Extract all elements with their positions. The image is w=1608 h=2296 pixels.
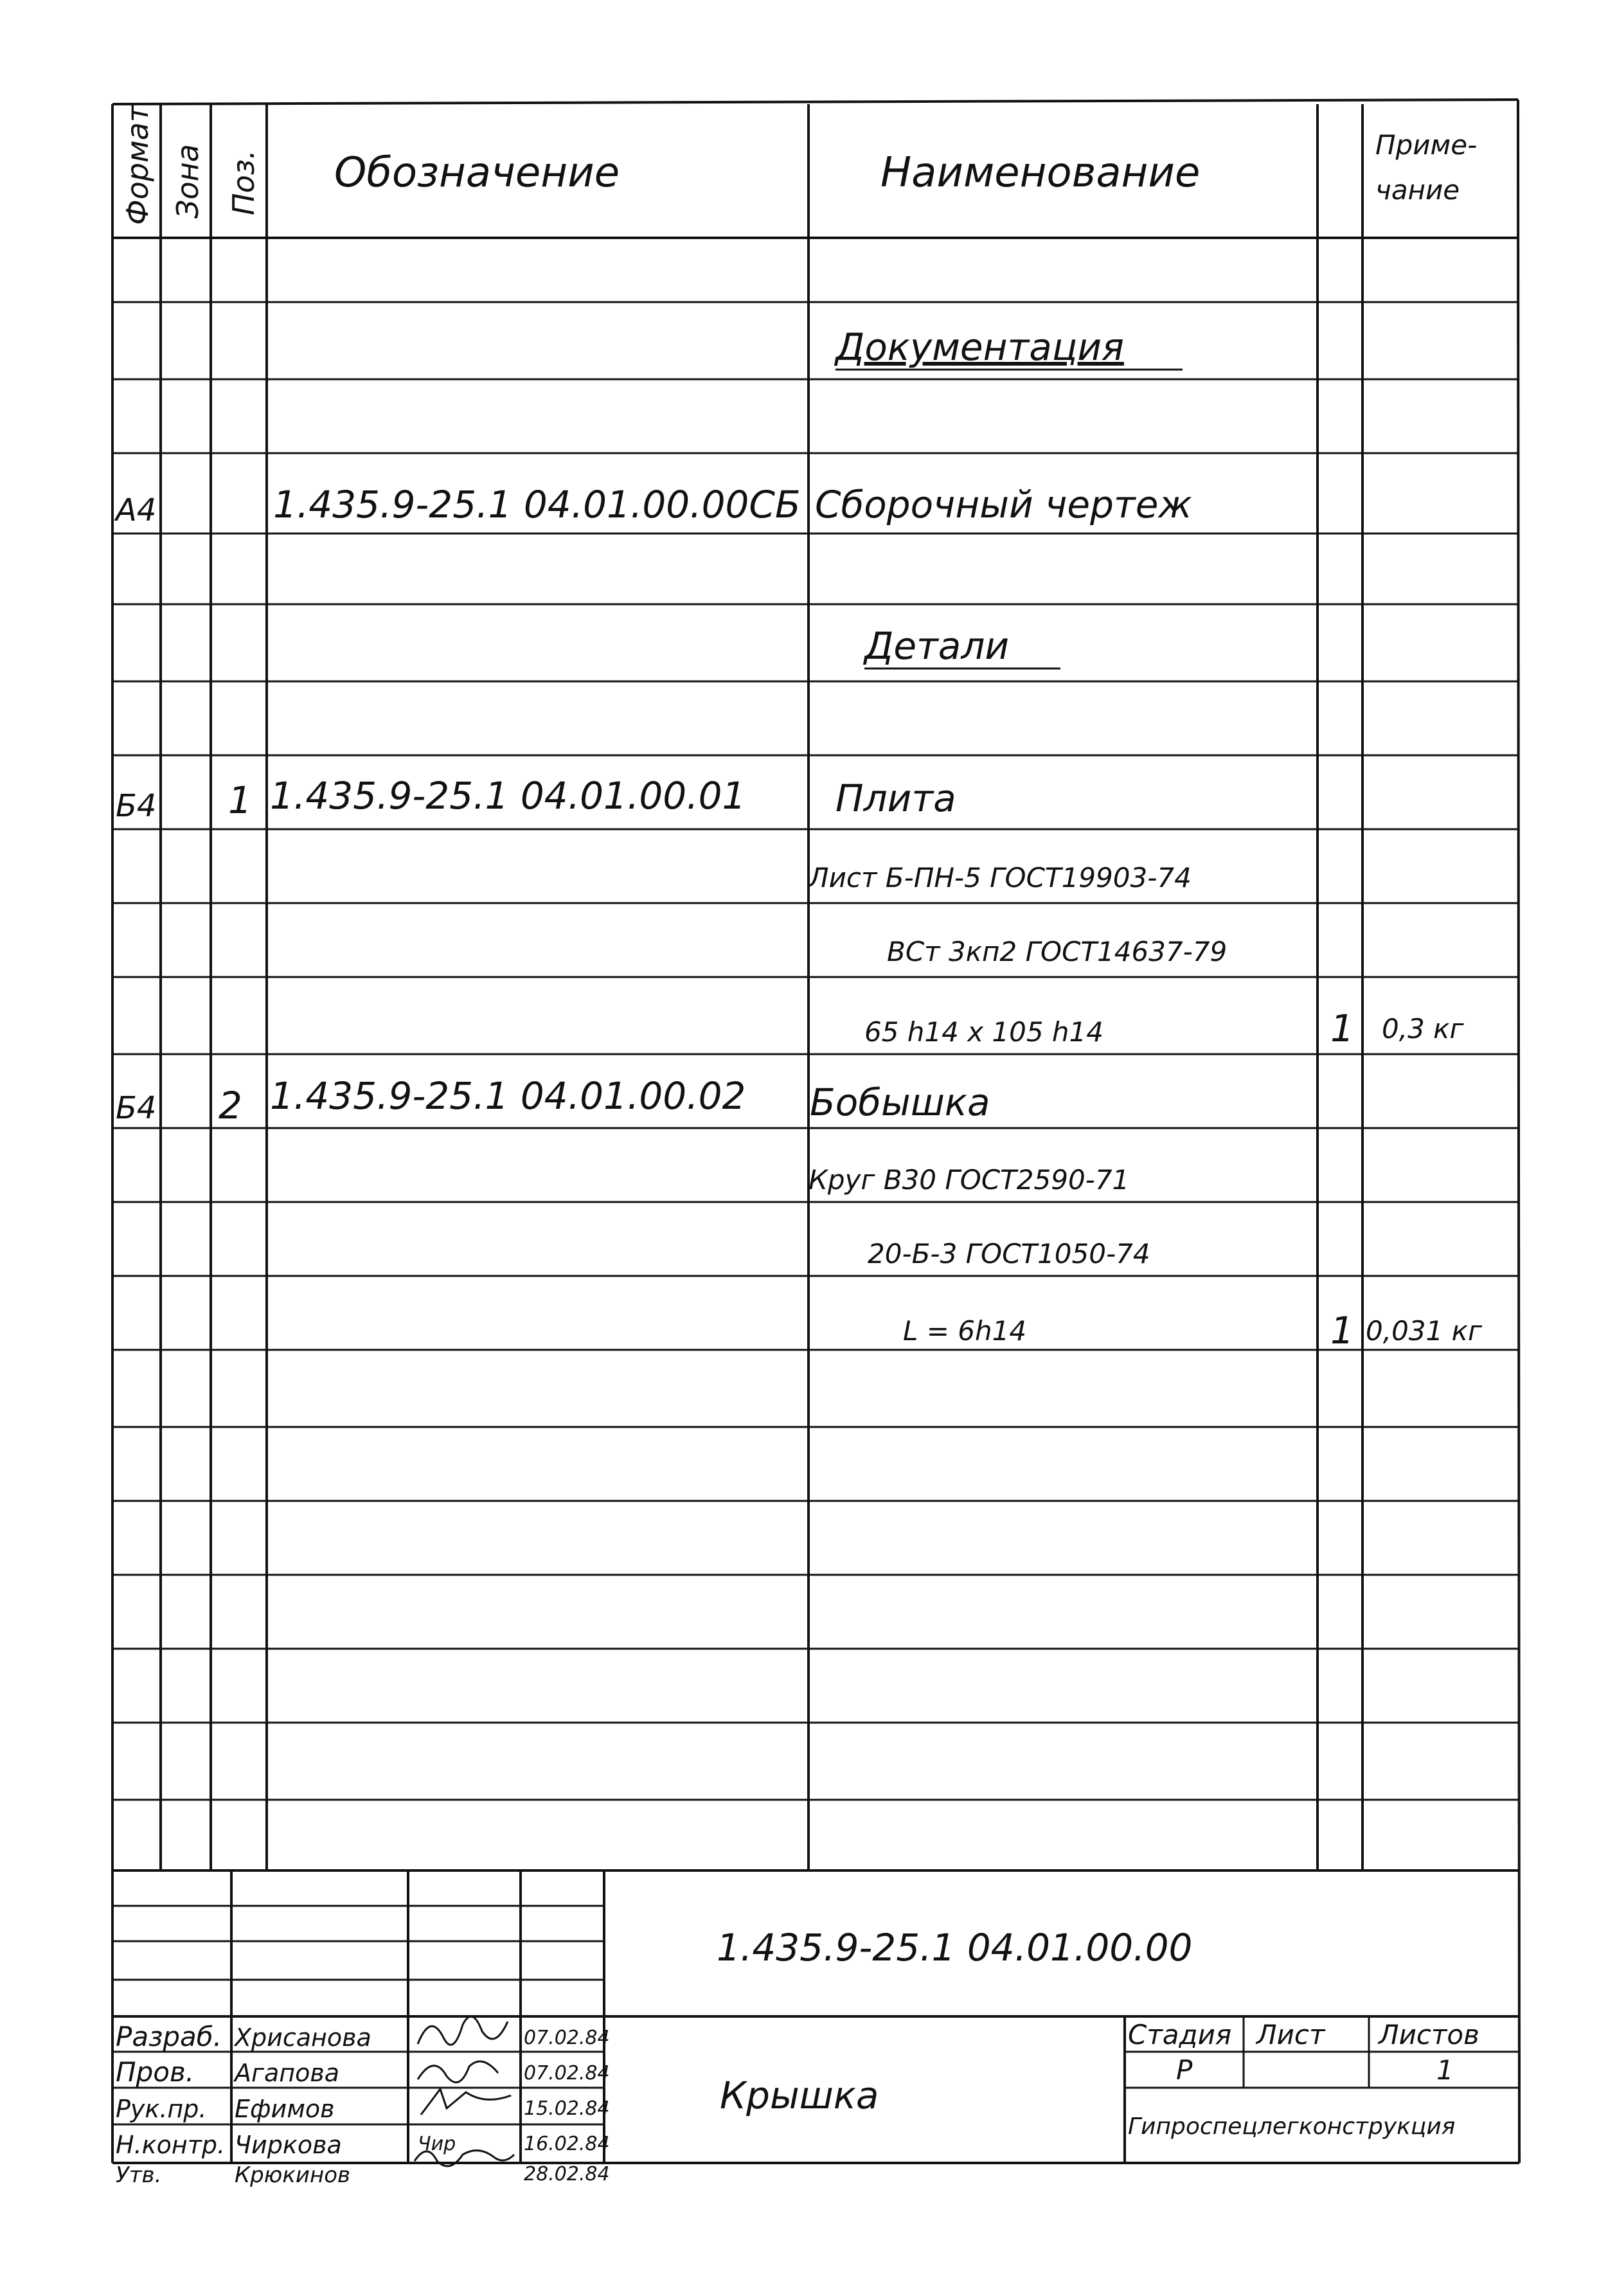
role-3: Н.контр. (116, 2131, 226, 2159)
title-block (116, 1926, 1479, 2188)
item1-qty: 1 (1330, 1007, 1354, 1050)
item2-pos: 2 (219, 1084, 242, 1127)
item1-format: Б4 (116, 788, 157, 824)
frame (112, 100, 1519, 2163)
item2-format: Б4 (116, 1090, 157, 1126)
table-header (120, 104, 1477, 225)
date-3: 16.02.84 (524, 2133, 610, 2155)
header-zone: Зона (170, 144, 205, 219)
item2-material1: Круг В30 ГОСТ2590-71 (808, 1164, 1130, 1196)
document-title: Крышка (720, 2074, 879, 2117)
sheets-label: Листов (1379, 2019, 1479, 2050)
date-2: 15.02.84 (524, 2097, 610, 2120)
assembly-designation: 1.435.9-25.1 04.01.00.00СБ (273, 483, 801, 526)
section-title-documentation: Документация (835, 325, 1124, 369)
sheet-label: Лист (1256, 2019, 1325, 2050)
organization: Гипроспецлегконструкция (1128, 2113, 1456, 2140)
role-0: Разраб. (116, 2021, 222, 2052)
person-1: Агапова (235, 2059, 340, 2087)
signature-0 (418, 2016, 508, 2045)
role-1: Пров. (116, 2056, 195, 2088)
item2-note: 0,031 кг (1366, 1315, 1483, 1347)
assembly-name: Сборочный чертеж (815, 483, 1192, 526)
header-designation: Обозначение (334, 149, 620, 197)
stage-value: Р (1176, 2054, 1193, 2086)
item2-designation: 1.435.9-25.1 04.01.00.02 (270, 1074, 746, 1118)
item1-material1: Лист Б-ПН-5 ГОСТ19903-74 (808, 862, 1192, 893)
header-format: Формат (120, 105, 155, 225)
header-note-line2: чание (1375, 174, 1460, 206)
section-documentation (114, 325, 1192, 528)
stage-label: Стадия (1128, 2019, 1232, 2050)
header-note-line1: Приме- (1375, 129, 1478, 161)
item2-name: Бобышка (810, 1081, 990, 1124)
assembly-format: А4 (116, 492, 157, 528)
signature-1 (418, 2061, 498, 2083)
section-title-details: Детали (864, 624, 1010, 668)
item1-note: 0,3 кг (1382, 1013, 1464, 1045)
item2-qty: 1 (1330, 1309, 1354, 1352)
item1-material2: ВСт 3кп2 ГОСТ14637-79 (887, 936, 1228, 967)
item1-pos: 1 (228, 778, 252, 822)
person-3: Чиркова (235, 2131, 342, 2159)
date-4: 28.02.84 (524, 2163, 610, 2185)
item1-designation: 1.435.9-25.1 04.01.00.01 (270, 774, 746, 818)
item2-material2: 20-Б-3 ГОСТ1050-74 (868, 1238, 1150, 1269)
item2-size: L = 6h14 (903, 1315, 1027, 1347)
role-4: Утв. (116, 2162, 162, 2188)
person-2: Ефимов (235, 2095, 335, 2123)
header-name: Наименование (880, 149, 1201, 197)
date-0: 07.02.84 (524, 2027, 610, 2049)
person-0: Хрисанова (235, 2023, 371, 2052)
role-2: Рук.пр. (116, 2095, 207, 2123)
signature-2 (421, 2089, 511, 2115)
signature-3: Чир (418, 2133, 456, 2155)
section-details (116, 624, 1483, 1352)
item1-name: Плита (835, 776, 956, 820)
person-4: Крюкинов (235, 2162, 351, 2188)
document-code: 1.435.9-25.1 04.01.00.00 (717, 1926, 1193, 1969)
date-1: 07.02.84 (524, 2062, 610, 2085)
item1-size: 65 h14 x 105 h14 (864, 1016, 1103, 1048)
sheets-value: 1 (1436, 2054, 1454, 2086)
header-pos: Поз. (226, 150, 261, 215)
